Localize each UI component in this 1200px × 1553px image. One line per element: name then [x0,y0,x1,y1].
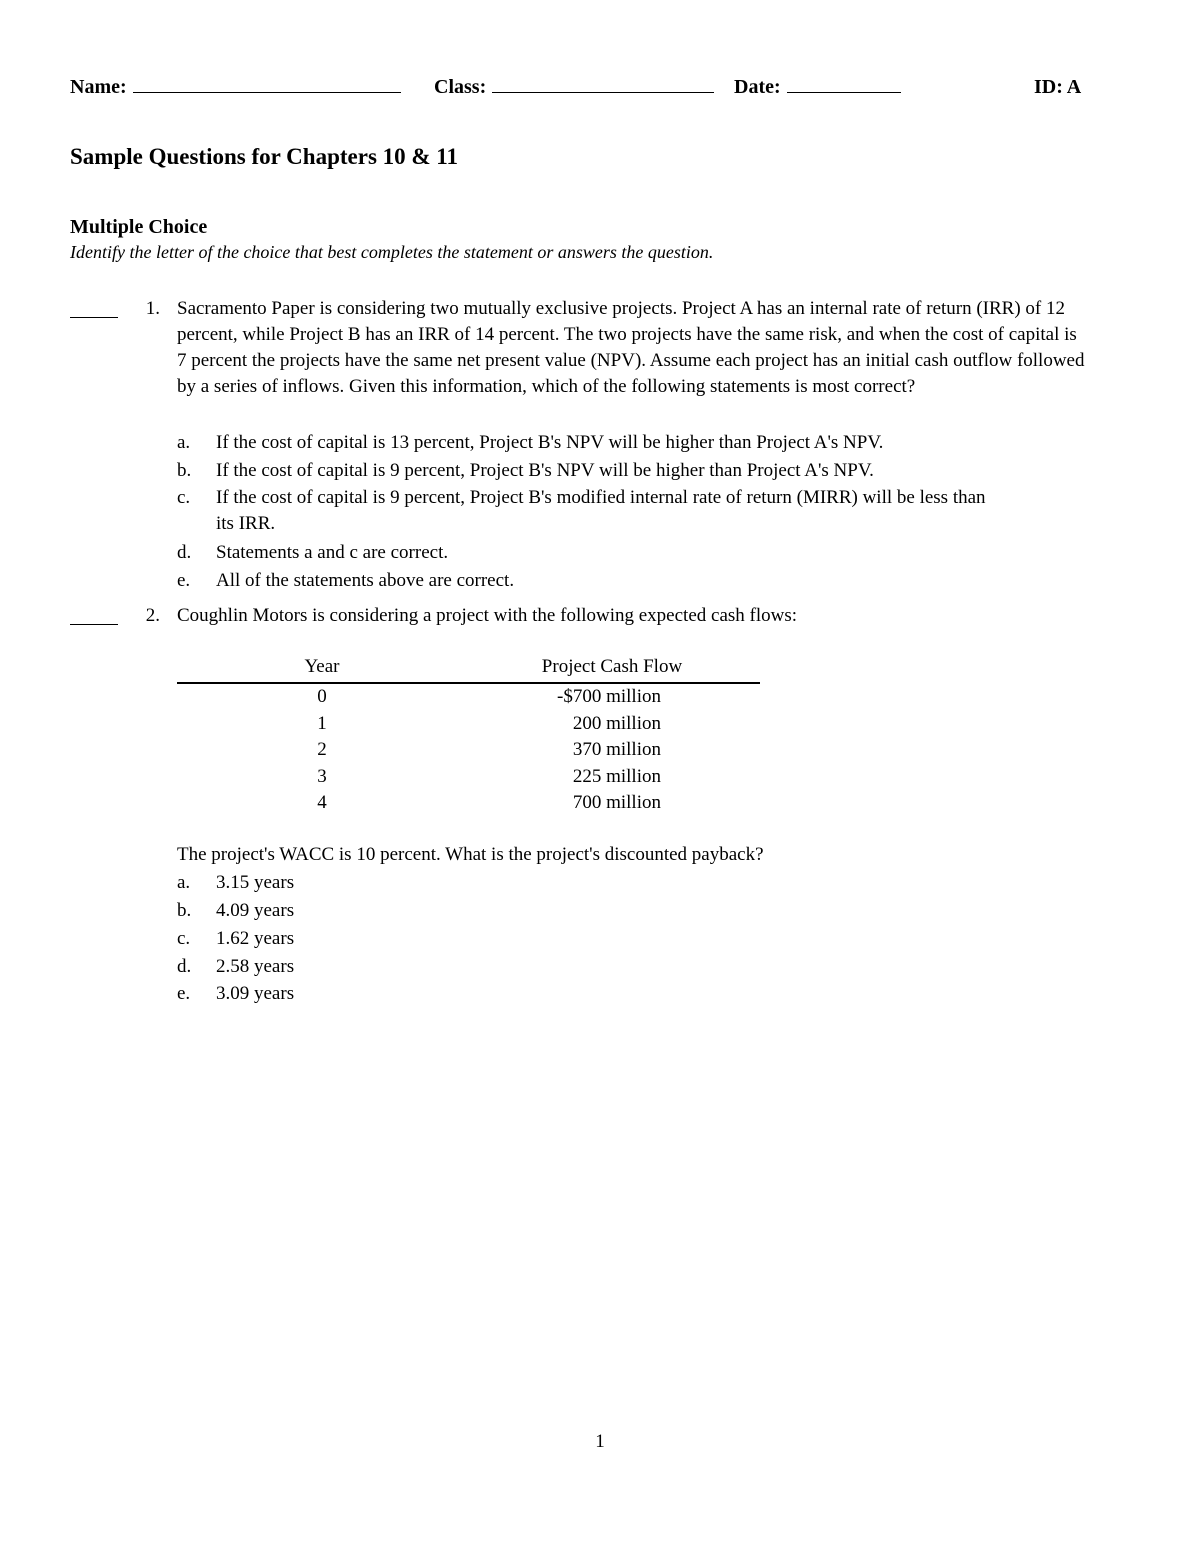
name-blank-line [133,74,401,93]
choice-item [177,926,1077,952]
table-row [177,764,760,791]
choice-letter: d. [177,542,192,563]
choice-letter: a. [177,872,191,893]
choice-text: 2.58 years [216,956,295,977]
choice-letter: b. [177,900,192,921]
choice-text: All of the statements above are correct. [216,570,515,591]
choice-text: 3.09 years [216,983,295,1004]
table-row [177,790,760,817]
table-row [177,711,760,738]
choice-item [177,870,1077,896]
choice-text: 4.09 years [216,900,295,921]
choice-text: If the cost of capital is 13 percent, Project B's NPV will be higher than Project A's NPV. [216,432,884,453]
question-number: 2. [145,605,160,626]
table-cell: 225 million [572,765,661,787]
class-blank-line [492,74,714,93]
choice-item [177,540,1077,566]
choice-item [177,898,1077,924]
table-header [177,654,760,684]
choice-letter: a. [177,432,191,453]
choice-item [177,485,997,537]
question-number: 1. [145,298,160,319]
question-text: Coughlin Motors is considering a project with the following expected cash flows: [177,605,798,626]
cash-flow-table [177,654,760,817]
choice-letter: c. [177,928,191,949]
choice-letter: e. [177,570,191,591]
choice-item [177,568,1077,594]
table-row [177,684,760,711]
choice-item [177,458,1077,484]
column-header-cash-flow: Project Cash Flow [541,656,683,677]
document-title: Sample Questions for Chapters 10 & 11 [70,144,459,169]
date-blank-line [787,74,901,93]
table-cell: 2 [317,739,327,760]
choice-letter: d. [177,956,192,977]
question-followup: The project's WACC is 10 percent. What is the project's discounted payback? [177,844,764,865]
date-field [734,74,901,100]
table-cell: 1 [317,712,327,734]
choice-letter: e. [177,983,191,1004]
choice-text: 1.62 years [216,928,295,949]
class-field [434,74,714,100]
id-label: ID: A [1034,76,1082,98]
choice-text: If the cost of capital is 9 percent, Project B's NPV will be higher than Project A's NPV. [216,460,874,481]
choice-text: Statements a and c are correct. [216,542,449,563]
answer-blank-q2[interactable] [70,624,118,625]
choice-text: 3.15 years [216,872,295,893]
section-instructions: Identify the letter of the choice that best completes the statement or answers the question. [70,242,714,262]
table-cell: 200 million [572,712,661,734]
table-cell: 700 million [572,792,661,813]
table-cell: 0 [317,686,327,707]
column-header-year: Year [304,656,340,677]
choice-item [177,954,1077,980]
header [70,74,1092,102]
page-number: 1 [595,1431,605,1452]
answer-blank-q1[interactable] [70,317,118,318]
table-row [177,737,760,764]
choice-item [177,981,1077,1007]
table-cell: 4 [317,792,327,813]
table-cell: -$700 million [557,686,661,707]
question-text: Sacramento Paper is considering two mutually exclusive projects. Project A has an internal rate of return (IRR) of 12 percent, while Project B has an IRR of 14 percent. The two projects have the same risk, and when the cost of capital is 7 percent the projects have the same net present value (NPV). Assume each project has an initial cash outflow followed by a series of inflows. Given this information, which of the following statements is most correct? [177,298,1085,397]
section-title: Multiple Choice [70,216,208,238]
name-label: Name: [70,76,127,98]
choice-letter: b. [177,460,192,481]
table-cell: 370 million [572,739,661,760]
date-label: Date: [734,76,781,98]
choice-letter: c. [177,487,191,508]
choice-text: If the cost of capital is 9 percent, Project B's modified internal rate of return (MIRR) will be less than its IRR. [216,487,986,534]
choice-item [177,430,1077,456]
table-cell: 3 [317,765,327,787]
class-label: Class: [434,76,487,98]
name-field [70,74,401,100]
